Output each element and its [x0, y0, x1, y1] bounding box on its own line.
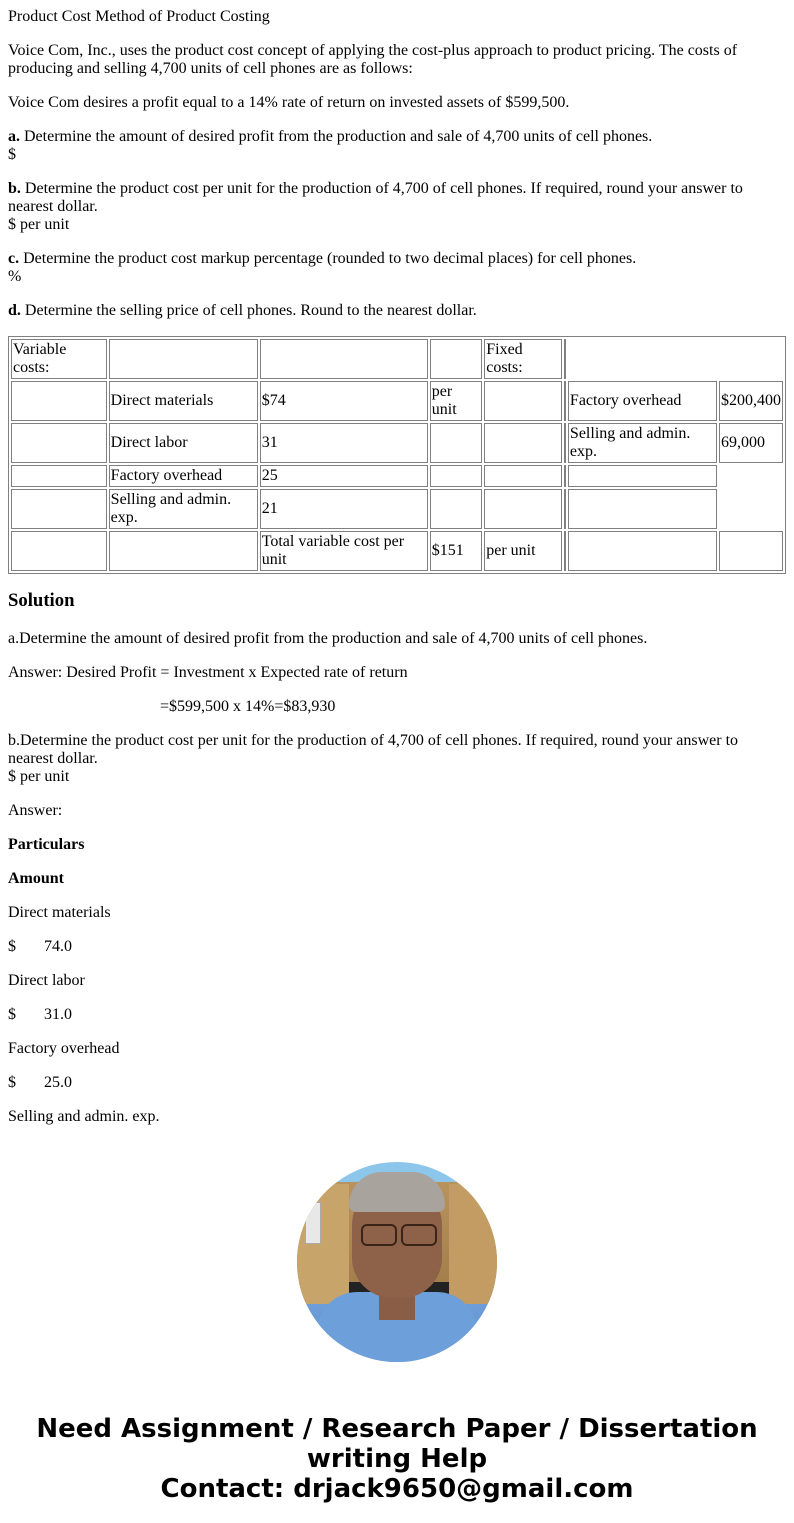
table-cell-gap	[564, 465, 566, 487]
question-b-label: b.	[8, 180, 21, 197]
table-cell-empty	[568, 531, 717, 571]
amount-value: 31.0	[44, 1006, 72, 1023]
table-cell-empty	[11, 465, 107, 487]
table-row	[11, 465, 783, 487]
table-cell-empty	[11, 531, 107, 571]
question-a	[8, 128, 786, 164]
table-cell-empty	[260, 339, 428, 379]
variable-costs-header: Variable costs:	[11, 339, 107, 379]
column-amount	[8, 870, 786, 888]
table-cell-empty	[11, 381, 107, 421]
cost-table	[8, 336, 786, 574]
currency-symbol: $	[8, 938, 16, 955]
solution-item-name: Selling and admin. exp.	[8, 1108, 160, 1125]
question-c-answer-hint: %	[8, 268, 22, 285]
table-row	[11, 381, 783, 421]
total-variable-cost-label: Total variable cost per unit	[260, 531, 428, 571]
currency-symbol: $	[8, 1006, 16, 1023]
fixed-cost-name: Factory overhead	[568, 381, 717, 421]
table-cell-blank	[568, 339, 783, 379]
promo-line-2: writing Help	[306, 1444, 488, 1474]
solution-item-amount	[8, 1006, 786, 1024]
table-cell-empty	[484, 489, 562, 529]
variable-cost-amount: $74	[260, 381, 428, 421]
question-c	[8, 250, 786, 286]
table-cell-blank	[719, 465, 783, 529]
solution-item-name: Factory overhead	[8, 1040, 120, 1057]
question-b-text: Determine the product cost per unit for the production of 4,700 of cell phones. If required, round your answer to nearest dollar.	[8, 180, 743, 215]
column-amount-label: Amount	[8, 870, 65, 887]
question-d	[8, 302, 786, 320]
table-cell-empty	[484, 465, 562, 487]
variable-cost-name: Selling and admin. exp.	[109, 489, 258, 529]
glasses-right-lens	[401, 1224, 437, 1246]
table-cell-empty	[11, 489, 107, 529]
variable-cost-amount: 25	[260, 465, 428, 487]
variable-cost-unit	[430, 489, 482, 529]
question-b	[8, 180, 786, 234]
variable-cost-name: Factory overhead	[109, 465, 258, 487]
promo-line-1: Need Assignment / Research Paper / Dissertation	[36, 1414, 758, 1444]
currency-symbol: $	[8, 1074, 16, 1091]
intro-paragraph: Voice Com, Inc., uses the product cost concept of applying the cost-plus approach to product pricing. The costs of producing and selling 4,700 units of cell phones are as follows:	[8, 42, 738, 77]
question-d-text: Determine the selling price of cell phones. Round to the nearest dollar.	[20, 302, 477, 319]
fixed-cost-amount: $200,400	[719, 381, 783, 421]
table-cell-gap	[564, 489, 566, 529]
background-wall-right	[449, 1184, 497, 1304]
solution-item-amount	[8, 938, 786, 956]
table-cell-gap	[564, 423, 566, 463]
table-row	[11, 339, 783, 379]
amount-value: 25.0	[44, 1074, 72, 1091]
fixed-cost-amount: 69,000	[719, 423, 783, 463]
promo-banner	[8, 1414, 786, 1504]
background-switchboard	[305, 1202, 321, 1244]
solution-a-question: a.Determine the amount of desired profit from the production and sale of 4,700 units of cell phones.	[8, 630, 648, 647]
table-cell-empty	[430, 339, 482, 379]
column-particulars-label: Particulars	[8, 836, 85, 853]
table-cell-gap	[564, 531, 566, 571]
question-d-label: d.	[8, 302, 21, 319]
promo-contact: Contact: drjack9650@gmail.com	[160, 1474, 634, 1504]
person-hair	[349, 1172, 445, 1212]
solution-b-question	[8, 732, 786, 786]
table-cell-empty	[568, 465, 717, 487]
question-b-answer-hint: $ per unit	[8, 216, 70, 233]
variable-cost-name: Direct labor	[109, 423, 258, 463]
solution-heading: Solution	[8, 590, 75, 611]
question-a-answer-hint: $	[8, 146, 16, 163]
document-page	[0, 8, 794, 1504]
table-cell-empty	[109, 339, 258, 379]
table-row	[11, 489, 783, 529]
fixed-cost-name: Selling and admin. exp.	[568, 423, 717, 463]
solution-b-question-text: b.Determine the product cost per unit for the production of 4,700 of cell phones. If required, round your answer to nearest dollar.	[8, 732, 739, 767]
total-variable-cost-unit: per unit	[484, 531, 562, 571]
avatar-container	[8, 1162, 786, 1362]
solution-item-name: Direct labor	[8, 972, 85, 989]
question-a-label: a.	[8, 128, 20, 145]
table-row	[11, 531, 783, 571]
solution-b-answer-label: Answer:	[8, 802, 63, 819]
variable-cost-unit	[430, 465, 482, 487]
variable-cost-name: Direct materials	[109, 381, 258, 421]
table-cell-empty	[11, 423, 107, 463]
solution-a-calculation: =$599,500 x 14%=$83,930	[160, 698, 336, 715]
table-cell-gap	[564, 381, 566, 421]
glasses-left-lens	[361, 1224, 397, 1246]
total-variable-cost-amount: $151	[430, 531, 482, 571]
avatar	[297, 1162, 497, 1362]
solution-a-answer: Answer: Desired Profit = Investment x Expected rate of return	[8, 664, 408, 681]
solution-item-amount	[8, 1074, 786, 1092]
page-title: Product Cost Method of Product Costing	[8, 8, 270, 25]
solution-item-name: Direct materials	[8, 904, 111, 921]
solution-b-hint: $ per unit	[8, 768, 70, 785]
question-c-text: Determine the product cost markup percentage (rounded to two decimal places) for cell phones.	[19, 250, 637, 267]
table-cell-empty	[484, 423, 562, 463]
table-cell-empty	[109, 531, 258, 571]
variable-cost-amount: 21	[260, 489, 428, 529]
amount-value: 74.0	[44, 938, 72, 955]
question-a-text: Determine the amount of desired profit from the production and sale of 4,700 units of cell phones.	[20, 128, 653, 145]
fixed-costs-header: Fixed costs:	[484, 339, 562, 379]
profit-statement: Voice Com desires a profit equal to a 14% rate of return on invested assets of $599,500.	[8, 94, 570, 111]
variable-cost-amount: 31	[260, 423, 428, 463]
table-cell-empty	[719, 531, 783, 571]
variable-cost-unit: per unit	[430, 381, 482, 421]
column-particulars	[8, 836, 786, 854]
variable-cost-unit	[430, 423, 482, 463]
table-cell-gap	[564, 339, 566, 379]
table-cell-empty	[568, 489, 717, 529]
table-row	[11, 423, 783, 463]
table-cell-empty	[484, 381, 562, 421]
question-c-label: c.	[8, 250, 20, 267]
